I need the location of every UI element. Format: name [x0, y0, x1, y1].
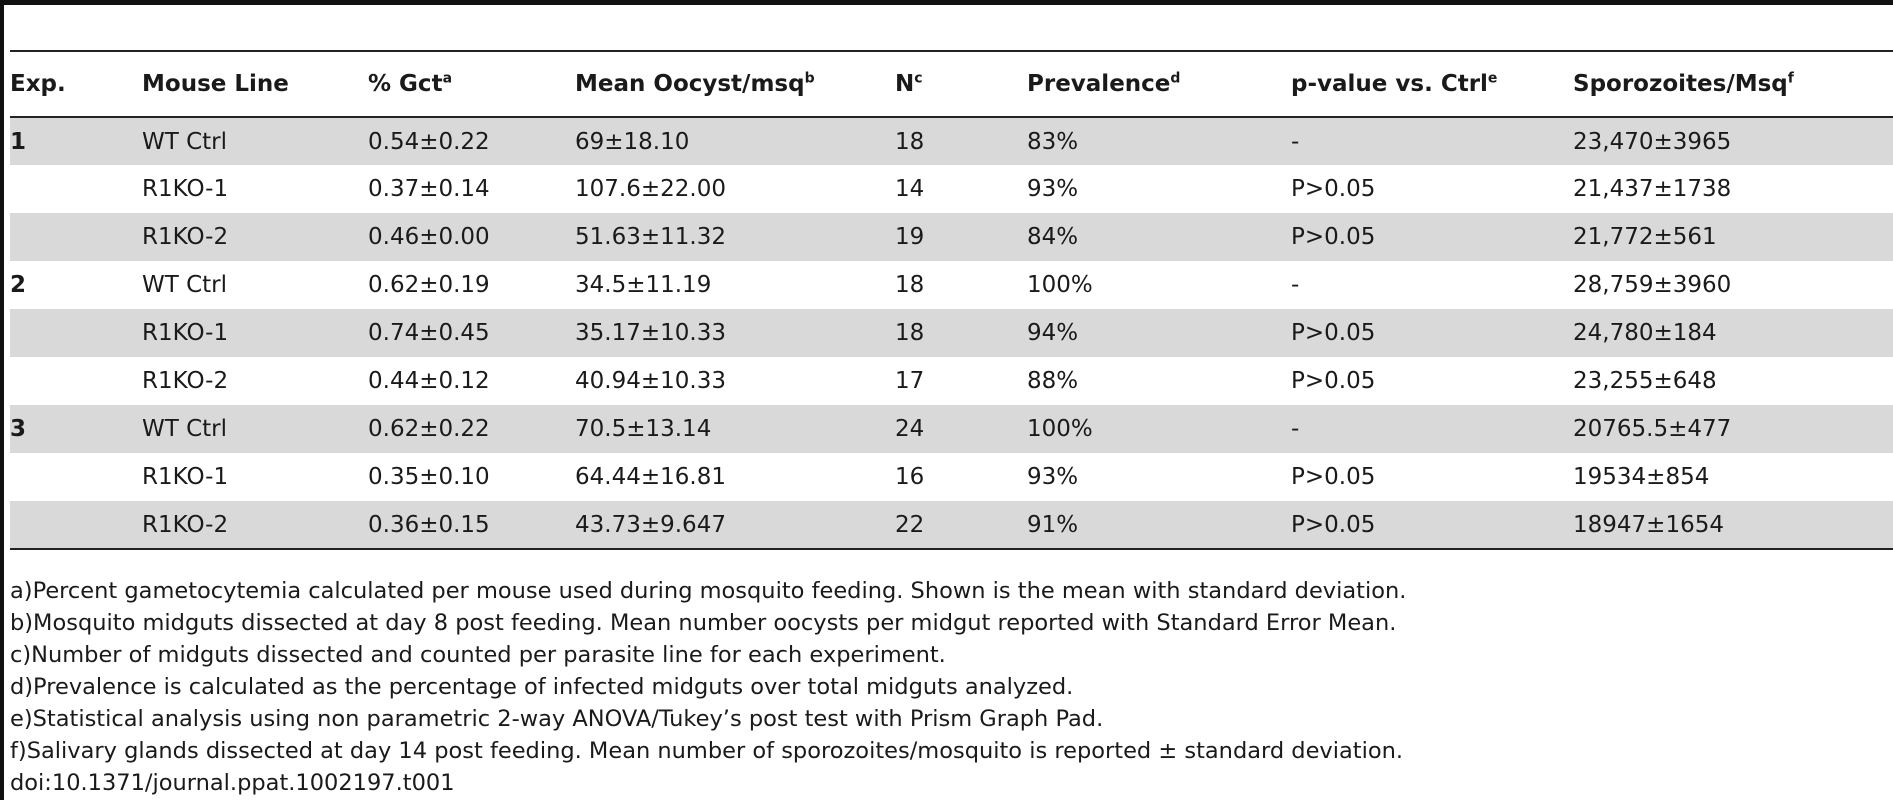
cell-mean-oocyst: 51.63±11.32	[575, 213, 895, 261]
cell-sporozoites: 28,759±3960	[1573, 272, 1732, 298]
table-row	[10, 261, 1893, 309]
cell-sporozoites: 23,470±3965	[1573, 117, 1893, 165]
cell-exp: 2	[10, 272, 27, 298]
cell-mouse-line: WT Ctrl	[142, 272, 228, 298]
table-row	[10, 501, 1893, 549]
cell-sporozoites: 21,772±561	[1573, 213, 1893, 261]
table-row	[10, 453, 1893, 501]
cell-mouse-line: R1KO-2	[142, 213, 368, 261]
cell-p-value: -	[1291, 405, 1573, 453]
cell-n: 19	[895, 213, 1027, 261]
footnote-c: c)Number of midguts dissected and counted per parasite line for each experiment.	[10, 642, 946, 668]
cell-mouse-line: R1KO-2	[142, 501, 368, 549]
cell-mouse-line: R1KO-2	[142, 368, 229, 394]
data-table-container	[10, 50, 1893, 550]
cell-exp: 3	[10, 405, 142, 453]
cell-p-value: P>0.05	[1291, 213, 1573, 261]
cell-prevalence: 83%	[1027, 117, 1291, 165]
cell-mean-oocyst: 34.5±11.19	[575, 272, 712, 298]
header-gct: % Gct$^a$	[368, 51, 575, 117]
cell-mean-oocyst: 107.6±22.00	[575, 176, 726, 202]
left-rule	[0, 0, 4, 800]
cell-sporozoites: 20765.5±477	[1573, 405, 1893, 453]
table-header-row	[10, 51, 1893, 117]
cell-gct: 0.46±0.00	[368, 213, 575, 261]
header-mouse-line: Mouse Line	[142, 51, 368, 117]
table-footnotes	[10, 575, 1406, 799]
cell-prevalence: 100%	[1027, 405, 1291, 453]
cell-prevalence: 94%	[1027, 309, 1291, 357]
cell-sporozoites: 24,780±184	[1573, 309, 1893, 357]
header-prevalence: Prevalence$^d$	[1027, 51, 1291, 117]
cell-exp	[10, 309, 142, 357]
cell-mean-oocyst: 35.17±10.33	[575, 309, 895, 357]
cell-p-value: -	[1291, 272, 1300, 298]
cell-gct: 0.62±0.22	[368, 405, 575, 453]
cell-prevalence: 88%	[1027, 368, 1079, 394]
cell-gct: 0.35±0.10	[368, 464, 490, 490]
top-rule	[0, 0, 1893, 5]
cell-exp	[10, 357, 142, 405]
cell-p-value: -	[1291, 117, 1573, 165]
cell-sporozoites: 23,255±648	[1573, 368, 1717, 394]
cell-gct: 0.74±0.45	[368, 309, 575, 357]
cell-n: 18	[895, 272, 925, 298]
cell-exp: 1	[10, 117, 142, 165]
table-row	[10, 357, 1893, 405]
cell-p-value: P>0.05	[1291, 501, 1573, 549]
cell-mouse-line: R1KO-1	[142, 176, 229, 202]
header-mean-oocyst: Mean Oocyst/msq$^b$	[575, 51, 895, 117]
cell-p-value: P>0.05	[1291, 464, 1376, 490]
cell-sporozoites: 18947±1654	[1573, 501, 1893, 549]
cell-gct: 0.54±0.22	[368, 117, 575, 165]
table-row	[10, 405, 1893, 453]
cell-mouse-line: R1KO-1	[142, 464, 229, 490]
footnote-a: a)Percent gametocytemia calculated per mouse used during mosquito feeding. Shown is the mean with standard deviation.	[10, 578, 1407, 604]
cell-n: 14	[895, 176, 925, 202]
cell-sporozoites: 21,437±1738	[1573, 176, 1732, 202]
table-row	[10, 213, 1893, 261]
cell-exp	[10, 165, 142, 213]
cell-p-value: P>0.05	[1291, 176, 1376, 202]
cell-n: 18	[895, 117, 1027, 165]
cell-prevalence: 84%	[1027, 213, 1291, 261]
footnote-e: e)Statistical analysis using non parametric 2-way ANOVA/Tukey’s post test with Prism Graph Pad.	[10, 706, 1104, 732]
table-row	[10, 309, 1893, 357]
cell-gct: 0.36±0.15	[368, 501, 575, 549]
header-exp: Exp.	[10, 51, 142, 117]
table-body	[10, 117, 1893, 549]
cell-prevalence: 91%	[1027, 501, 1291, 549]
table-row	[10, 117, 1893, 165]
cell-n: 16	[895, 464, 925, 490]
footnote-b: b)Mosquito midguts dissected at day 8 post feeding. Mean number oocysts per midgut reported with Standard Error Mean.	[10, 610, 1397, 636]
cell-exp	[10, 213, 142, 261]
header-sporozoites: Sporozoites/Msq$^f$	[1573, 51, 1893, 117]
cell-mean-oocyst: 69±18.10	[575, 117, 895, 165]
cell-sporozoites: 19534±854	[1573, 464, 1710, 490]
header-p-value: p-value vs. Ctrl$^e$	[1291, 51, 1573, 117]
footnote-d: d)Prevalence is calculated as the percentage of infected midguts over total midguts analyzed.	[10, 674, 1074, 700]
cell-prevalence: 100%	[1027, 272, 1093, 298]
cell-gct: 0.62±0.19	[368, 272, 490, 298]
cell-mean-oocyst: 43.73±9.647	[575, 501, 895, 549]
cell-mean-oocyst: 40.94±10.33	[575, 368, 726, 394]
cell-mouse-line: R1KO-1	[142, 309, 368, 357]
cell-n: 17	[895, 368, 925, 394]
cell-mouse-line: WT Ctrl	[142, 405, 368, 453]
footnote-f: f)Salivary glands dissected at day 14 post feeding. Mean number of sporozoites/mosquito is reported ± standard deviation.	[10, 738, 1404, 764]
cell-prevalence: 93%	[1027, 464, 1079, 490]
cell-prevalence: 93%	[1027, 176, 1079, 202]
cell-n: 18	[895, 309, 1027, 357]
doi-text: doi:10.1371/journal.ppat.1002197.t001	[10, 770, 455, 796]
cell-gct: 0.37±0.14	[368, 176, 490, 202]
header-n: $N^c$	[895, 51, 1027, 117]
cell-mean-oocyst: 70.5±13.14	[575, 405, 895, 453]
cell-n: 24	[895, 405, 1027, 453]
results-table	[10, 50, 1893, 550]
table-row	[10, 165, 1893, 213]
cell-p-value: P>0.05	[1291, 309, 1573, 357]
cell-exp	[10, 501, 142, 549]
cell-mean-oocyst: 64.44±16.81	[575, 464, 726, 490]
cell-exp	[10, 453, 142, 501]
cell-mouse-line: WT Ctrl	[142, 117, 368, 165]
cell-p-value: P>0.05	[1291, 368, 1376, 394]
cell-gct: 0.44±0.12	[368, 368, 490, 394]
cell-n: 22	[895, 501, 1027, 549]
